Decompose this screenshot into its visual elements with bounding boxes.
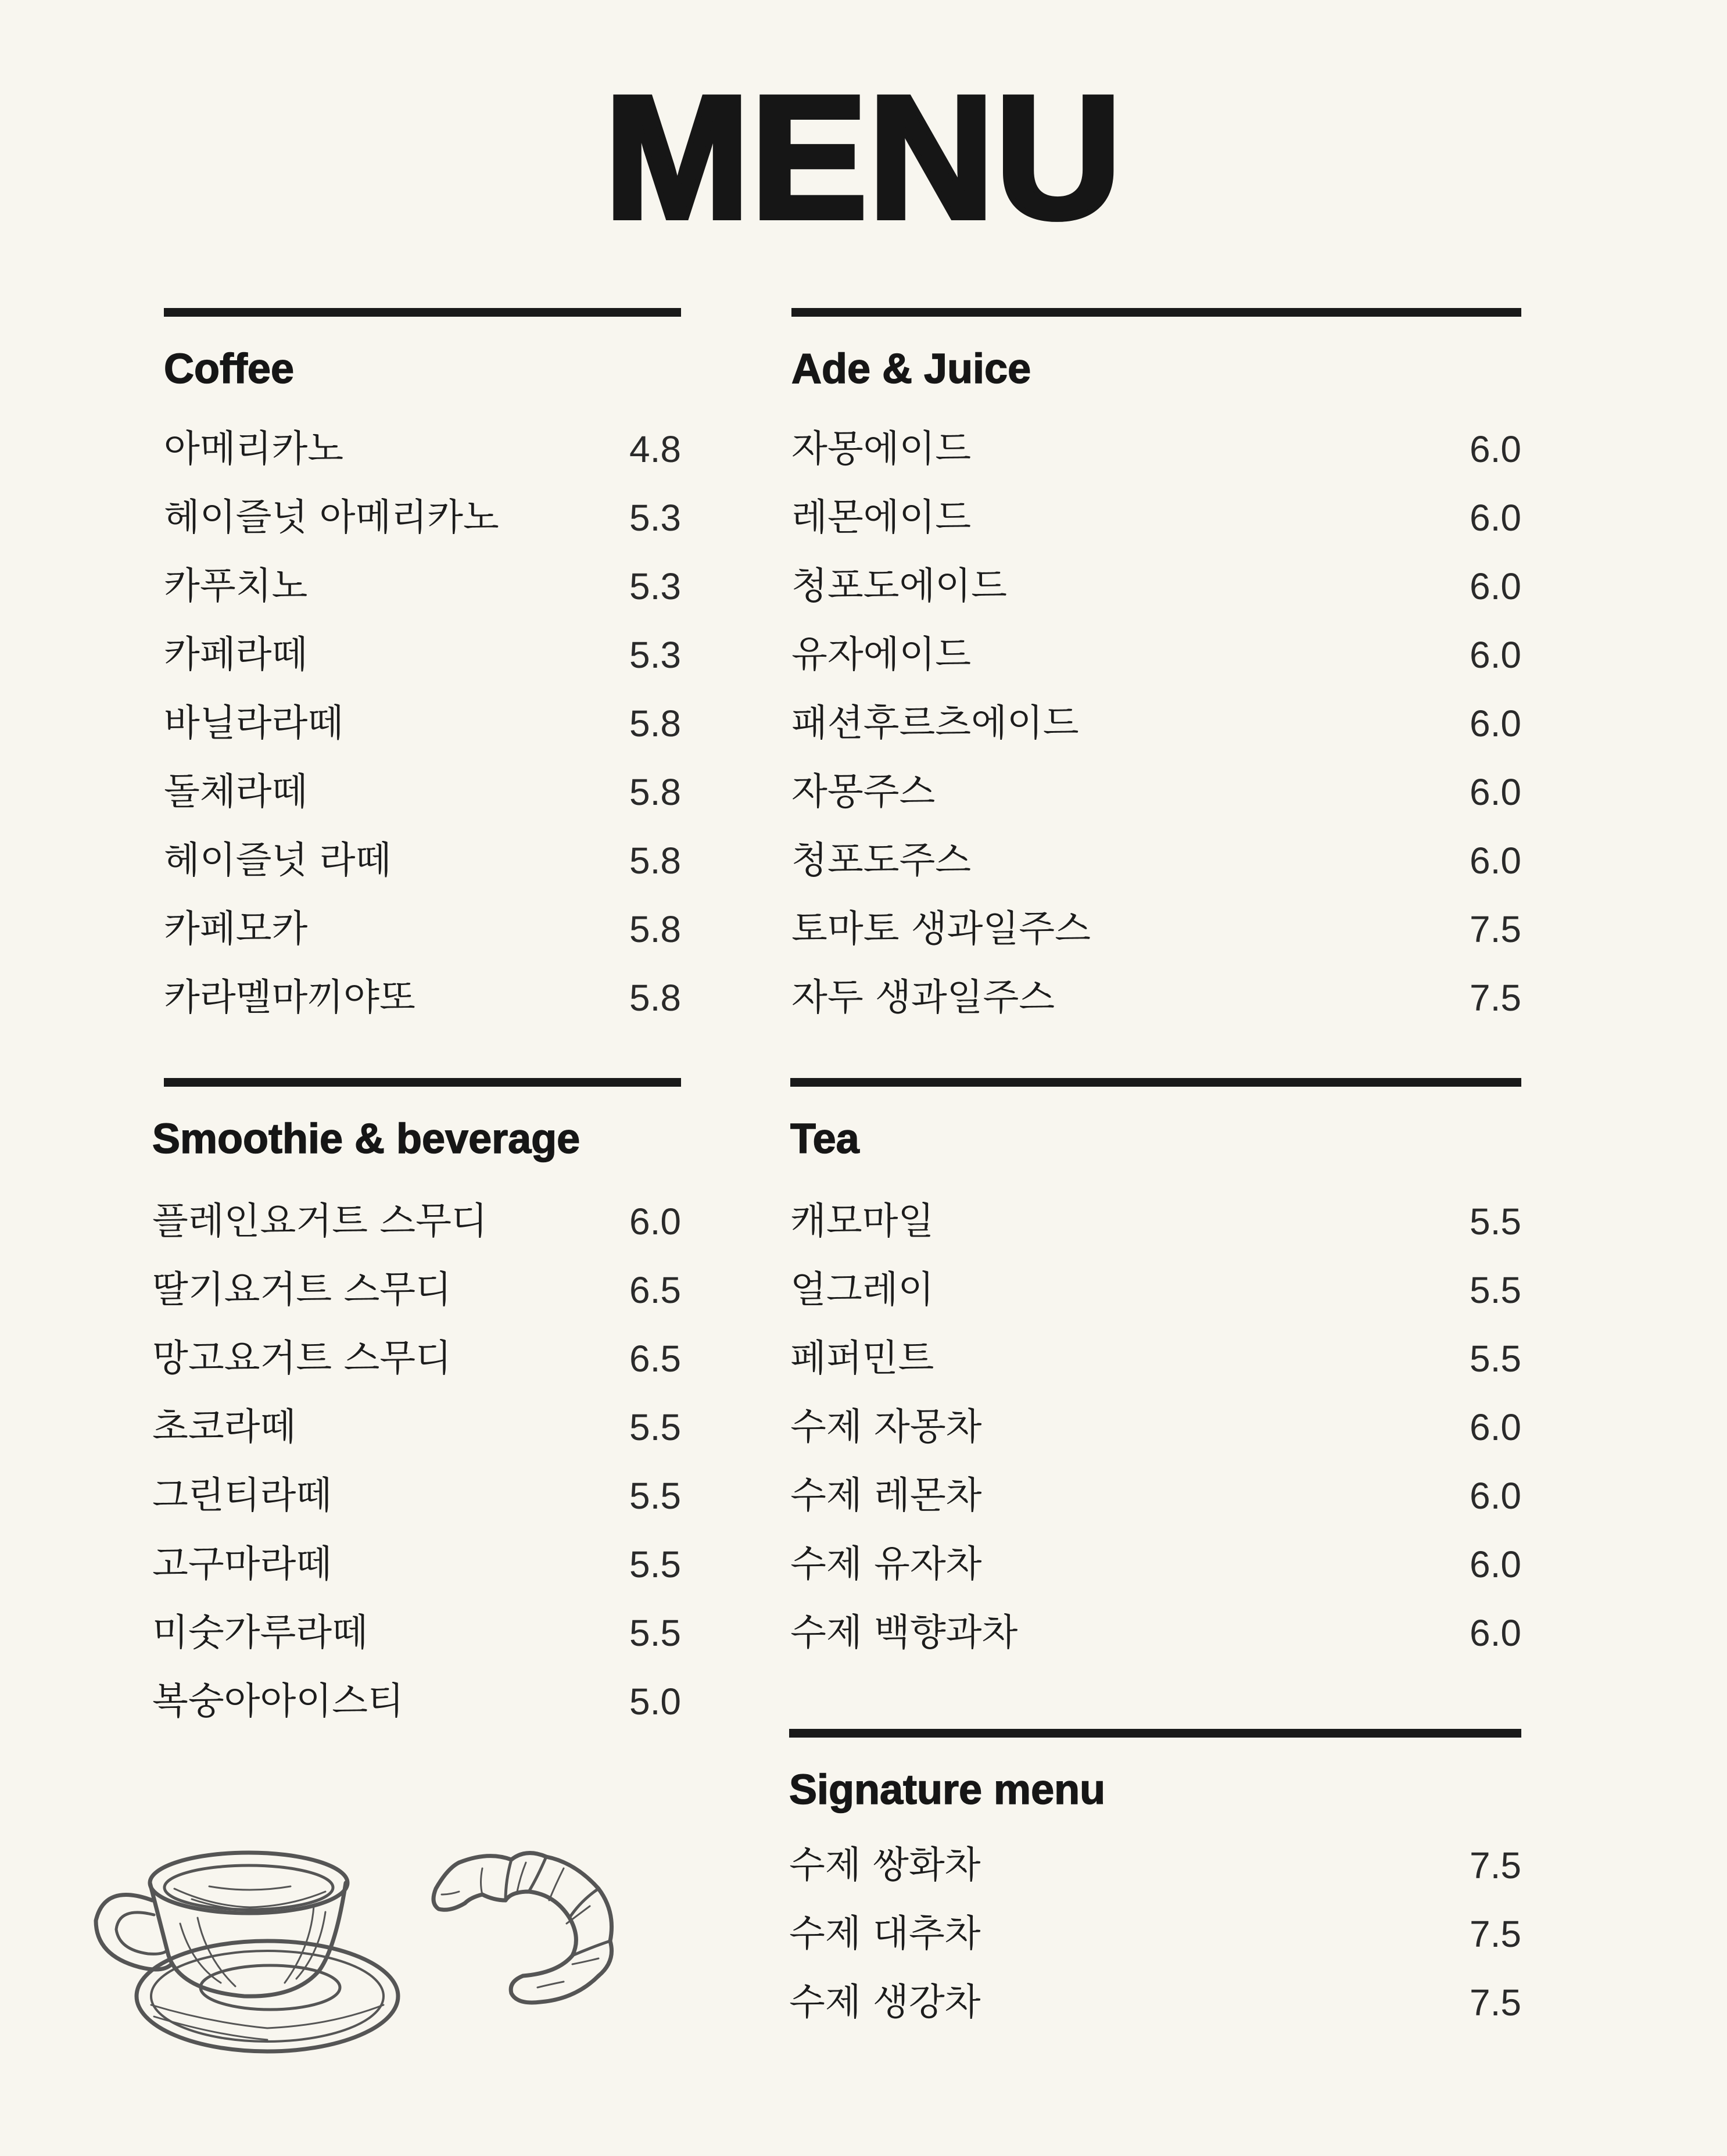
item-price: 6.0 bbox=[1470, 1543, 1521, 1585]
section-coffee bbox=[164, 308, 681, 1024]
menu-item bbox=[164, 766, 681, 818]
item-name: 페퍼민트 bbox=[790, 1337, 934, 1380]
item-list bbox=[789, 1839, 1521, 2029]
item-price: 6.0 bbox=[1470, 1612, 1521, 1654]
menu-item bbox=[152, 1675, 681, 1728]
item-price: 5.3 bbox=[629, 497, 681, 539]
section-divider bbox=[789, 1729, 1521, 1738]
item-name: 캐모마일 bbox=[790, 1200, 934, 1243]
item-name: 자몽주스 bbox=[791, 771, 936, 814]
item-price: 5.5 bbox=[629, 1543, 681, 1585]
item-price: 5.8 bbox=[629, 840, 681, 882]
item-price: 5.5 bbox=[1470, 1338, 1521, 1380]
section-signature-menu bbox=[789, 1729, 1521, 2029]
menu-item bbox=[164, 903, 681, 955]
menu-item bbox=[790, 1401, 1521, 1453]
item-price: 5.0 bbox=[629, 1681, 681, 1722]
item-price: 5.5 bbox=[629, 1612, 681, 1654]
item-name: 레몬에이드 bbox=[791, 496, 972, 539]
item-price: 6.5 bbox=[629, 1338, 681, 1380]
menu-item bbox=[791, 423, 1521, 475]
section-heading: Signature menu bbox=[789, 1767, 1106, 1813]
item-name: 카페라떼 bbox=[164, 633, 308, 676]
item-price: 6.0 bbox=[1470, 1475, 1521, 1517]
item-name: 복숭아아이스티 bbox=[152, 1680, 404, 1723]
item-price: 6.0 bbox=[1470, 703, 1521, 744]
menu-item bbox=[789, 1908, 1521, 1960]
item-price: 6.0 bbox=[1470, 840, 1521, 882]
menu-item bbox=[789, 1839, 1521, 1892]
menu-item bbox=[791, 835, 1521, 887]
menu-item bbox=[164, 492, 681, 544]
menu-item bbox=[791, 492, 1521, 544]
section-divider bbox=[790, 1078, 1521, 1087]
item-name: 카라멜마끼야또 bbox=[164, 976, 415, 1019]
section-ade-juice bbox=[791, 308, 1521, 1024]
item-name: 수제 유자차 bbox=[790, 1543, 982, 1586]
item-name: 미숫가루라떼 bbox=[152, 1611, 368, 1654]
item-list bbox=[790, 1195, 1521, 1659]
section-divider bbox=[791, 308, 1521, 317]
section-divider bbox=[164, 308, 681, 317]
menu-item bbox=[791, 697, 1521, 750]
item-name: 플레인요거트 스무디 bbox=[152, 1200, 488, 1243]
item-price: 5.5 bbox=[629, 1475, 681, 1517]
section-heading: Coffee bbox=[164, 346, 295, 392]
item-price: 7.5 bbox=[1470, 977, 1521, 1019]
section-divider bbox=[164, 1078, 681, 1087]
section-smoothie-beverage bbox=[152, 1078, 681, 1728]
menu-title: MENU bbox=[604, 59, 1123, 255]
item-name: 딸기요거트 스무디 bbox=[152, 1269, 452, 1312]
menu-item bbox=[790, 1264, 1521, 1316]
menu-item bbox=[790, 1195, 1521, 1248]
item-name: 수제 레몬차 bbox=[790, 1474, 982, 1517]
item-price: 5.3 bbox=[629, 634, 681, 676]
menu-item bbox=[164, 972, 681, 1024]
item-list bbox=[791, 423, 1521, 1024]
menu-item bbox=[790, 1538, 1521, 1591]
item-name: 수제 백향과차 bbox=[790, 1611, 1018, 1654]
item-name: 헤이즐넛 아메리카노 bbox=[164, 496, 499, 539]
menu-item bbox=[791, 766, 1521, 818]
item-name: 망고요거트 스무디 bbox=[152, 1337, 452, 1380]
item-price: 7.5 bbox=[1470, 908, 1521, 950]
menu-item bbox=[791, 903, 1521, 955]
item-name: 자두 생과일주스 bbox=[791, 976, 1055, 1019]
menu-item bbox=[164, 835, 681, 887]
item-price: 6.0 bbox=[1470, 1406, 1521, 1448]
item-name: 수제 쌍화차 bbox=[789, 1844, 981, 1887]
item-price: 5.8 bbox=[629, 771, 681, 813]
menu-item bbox=[791, 629, 1521, 681]
item-price: 6.0 bbox=[1470, 428, 1521, 470]
section-heading: Smoothie & beverage bbox=[152, 1116, 581, 1162]
item-price: 4.8 bbox=[629, 428, 681, 470]
item-name: 아메리카노 bbox=[164, 428, 344, 471]
item-price: 5.5 bbox=[1470, 1201, 1521, 1242]
item-name: 자몽에이드 bbox=[791, 428, 972, 471]
section-heading: Tea bbox=[790, 1116, 859, 1162]
item-name: 유자에이드 bbox=[791, 633, 972, 676]
menu-item bbox=[164, 629, 681, 681]
menu-item bbox=[791, 972, 1521, 1024]
item-name: 고구마라떼 bbox=[152, 1543, 332, 1586]
item-name: 수제 대추차 bbox=[789, 1913, 981, 1956]
item-list bbox=[152, 1195, 681, 1728]
menu-item bbox=[789, 1976, 1521, 2029]
item-price: 6.0 bbox=[629, 1201, 681, 1242]
menu-item bbox=[152, 1264, 681, 1316]
item-price: 7.5 bbox=[1470, 1845, 1521, 1886]
item-price: 5.5 bbox=[1470, 1269, 1521, 1311]
item-name: 그린티라떼 bbox=[152, 1474, 332, 1517]
item-price: 7.5 bbox=[1470, 1913, 1521, 1955]
item-price: 6.0 bbox=[1470, 771, 1521, 813]
item-price: 5.8 bbox=[629, 908, 681, 950]
item-price: 6.0 bbox=[1470, 565, 1521, 607]
menu-item bbox=[790, 1470, 1521, 1522]
item-name: 패션후르츠에이드 bbox=[791, 702, 1079, 745]
item-name: 얼그레이 bbox=[790, 1269, 934, 1312]
croissant-icon bbox=[424, 1836, 657, 2011]
menu-item bbox=[790, 1607, 1521, 1659]
menu-item bbox=[152, 1607, 681, 1659]
item-name: 카페모카 bbox=[164, 908, 308, 951]
item-price: 5.8 bbox=[629, 977, 681, 1019]
section-heading: Ade & Juice bbox=[791, 346, 1031, 392]
item-name: 청포도주스 bbox=[791, 839, 972, 882]
menu-item bbox=[152, 1401, 681, 1453]
item-name: 바닐라라떼 bbox=[164, 702, 344, 745]
item-name: 수제 자몽차 bbox=[790, 1406, 982, 1449]
item-list bbox=[164, 423, 681, 1024]
item-name: 수제 생강차 bbox=[789, 1981, 981, 2024]
item-name: 헤이즐넛 라떼 bbox=[164, 839, 392, 882]
item-name: 카푸치노 bbox=[164, 565, 308, 608]
item-name: 돌체라떼 bbox=[164, 771, 308, 814]
item-name: 초코라떼 bbox=[152, 1406, 296, 1449]
item-price: 6.0 bbox=[1470, 634, 1521, 676]
item-price: 7.5 bbox=[1470, 1982, 1521, 2024]
item-price: 5.3 bbox=[629, 565, 681, 607]
item-price: 5.5 bbox=[629, 1406, 681, 1448]
menu-item bbox=[152, 1195, 681, 1248]
item-price: 6.5 bbox=[629, 1269, 681, 1311]
menu-item bbox=[164, 423, 681, 475]
menu-item bbox=[152, 1333, 681, 1385]
item-price: 5.8 bbox=[629, 703, 681, 744]
menu-item bbox=[164, 697, 681, 750]
menu-item bbox=[152, 1538, 681, 1591]
section-tea bbox=[790, 1078, 1521, 1659]
menu-item bbox=[790, 1333, 1521, 1385]
item-name: 청포도에이드 bbox=[791, 565, 1007, 608]
item-name: 토마토 생과일주스 bbox=[791, 908, 1091, 951]
coffee-cup-icon bbox=[81, 1831, 418, 2075]
item-price: 6.0 bbox=[1470, 497, 1521, 539]
menu-item bbox=[164, 560, 681, 613]
menu-item bbox=[791, 560, 1521, 613]
menu-item bbox=[152, 1470, 681, 1522]
